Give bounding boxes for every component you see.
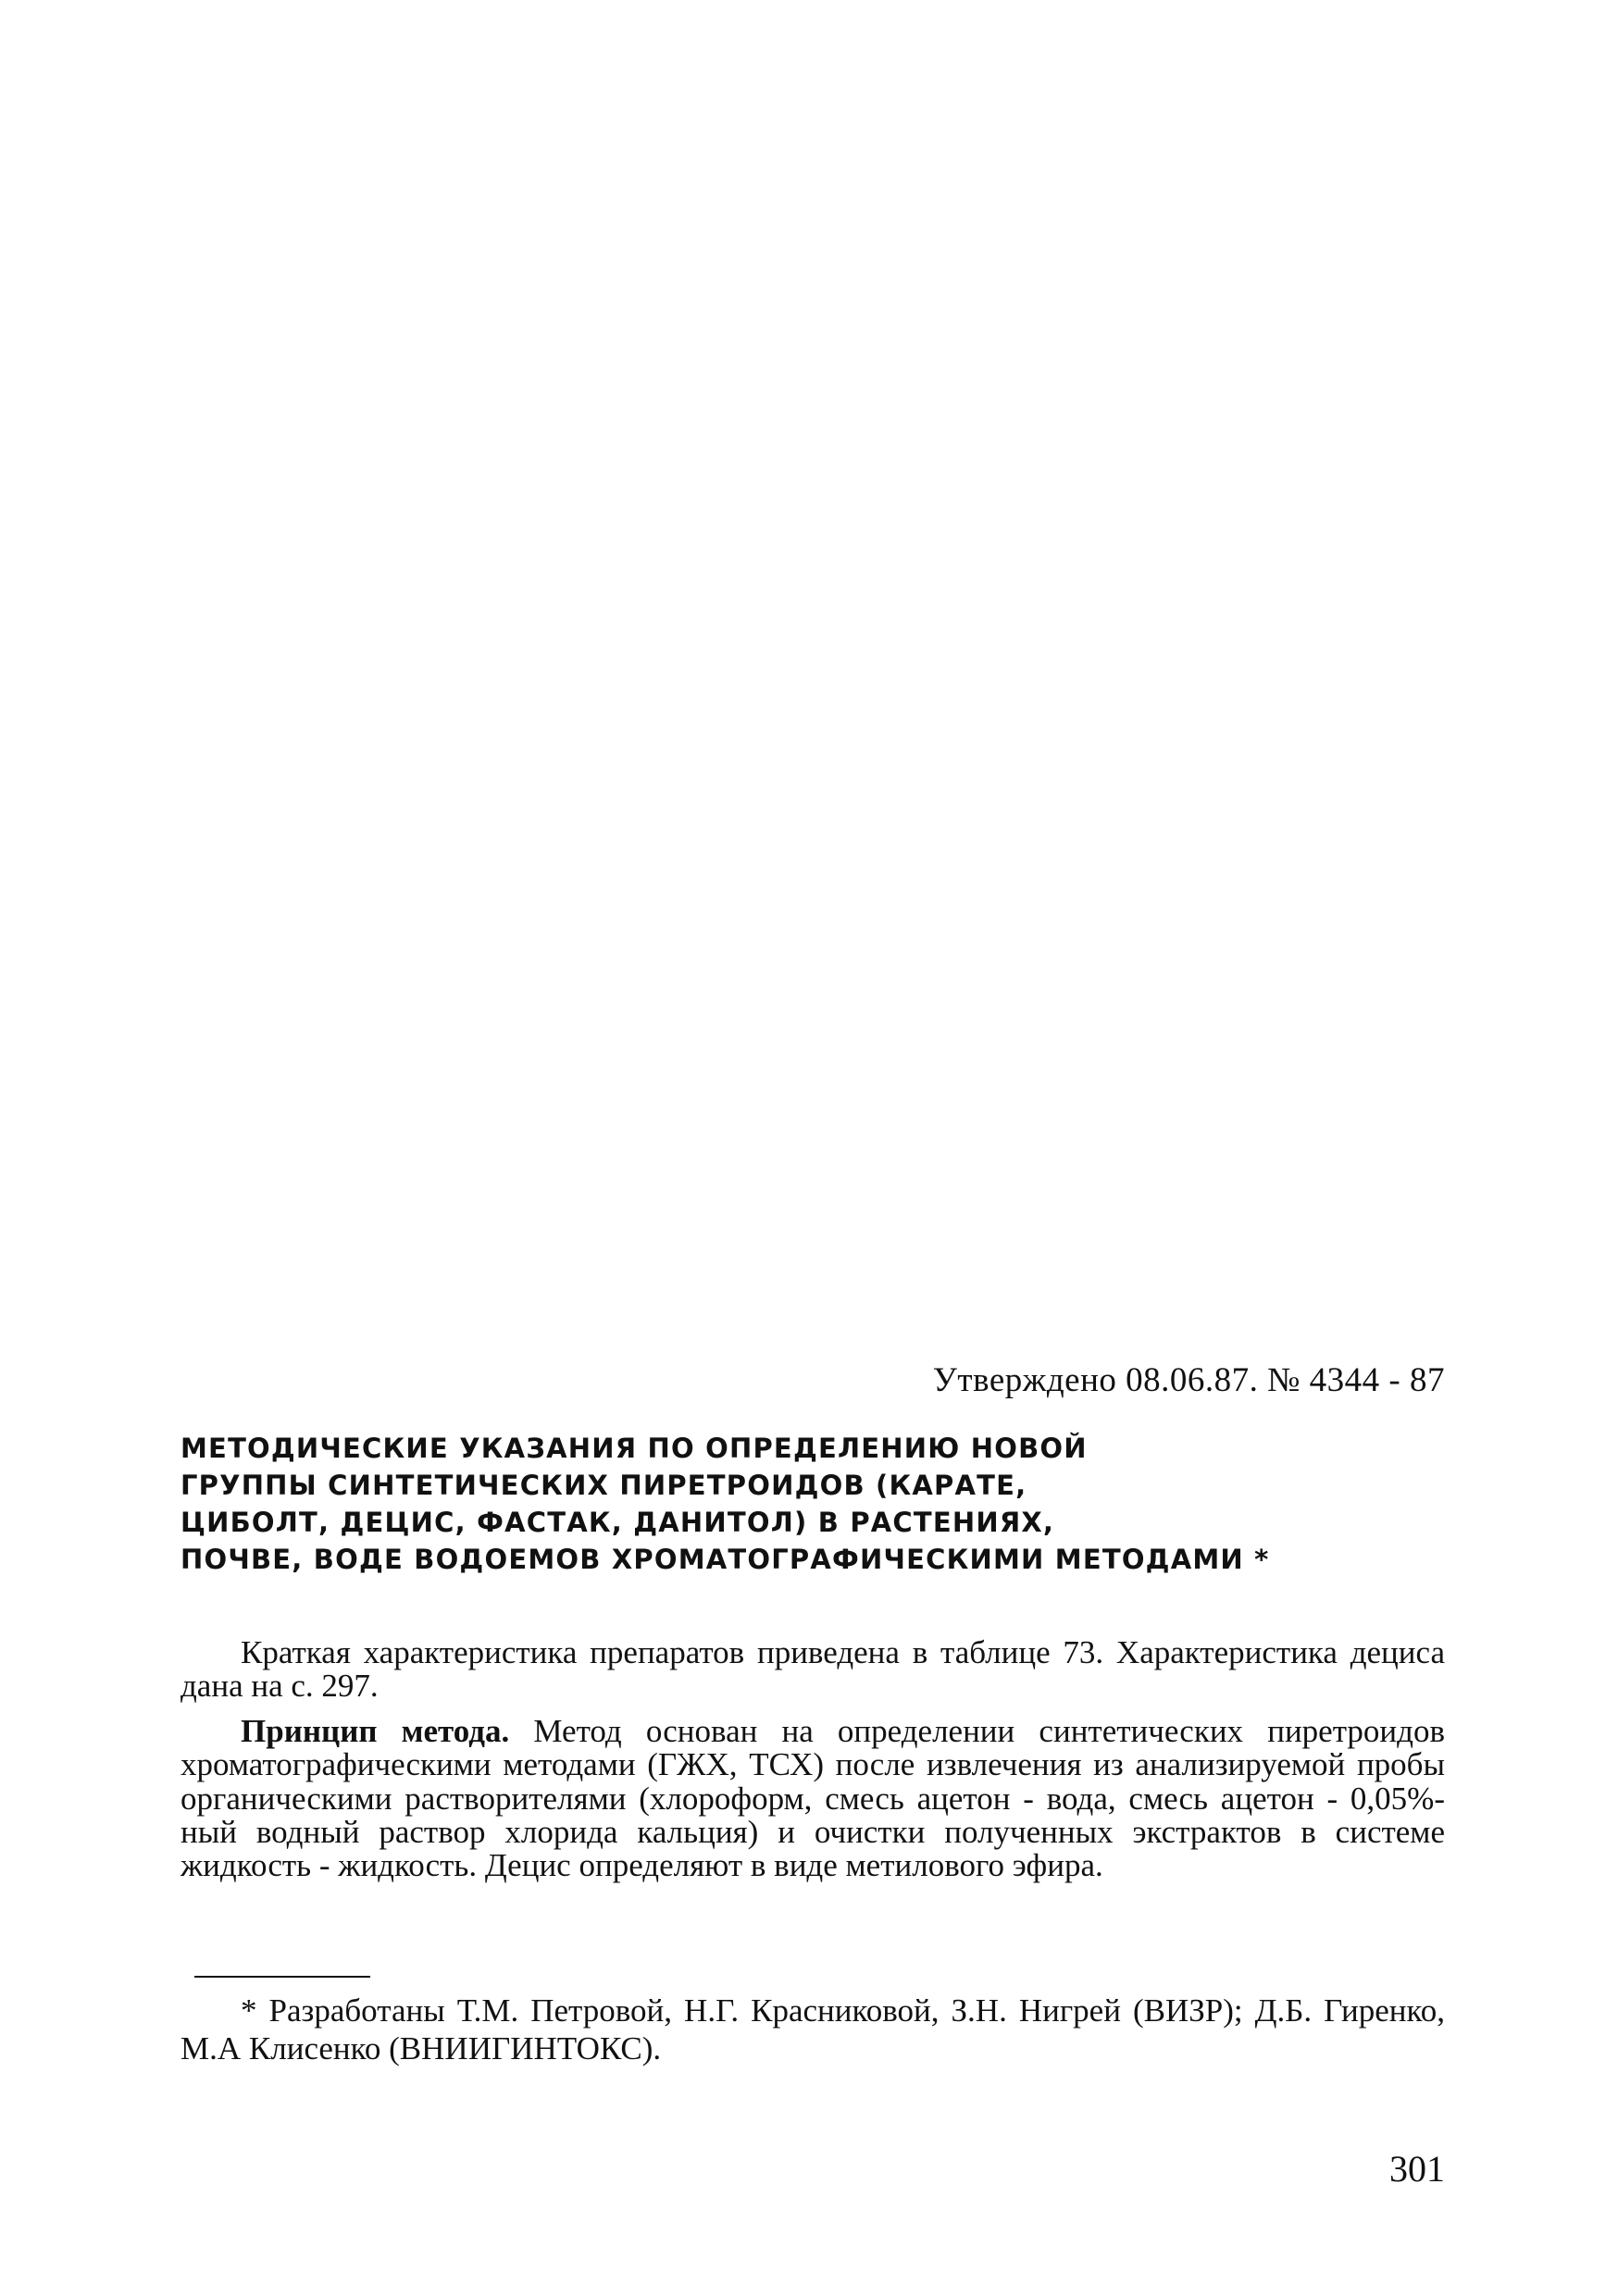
footnote-divider bbox=[194, 1976, 370, 1978]
principle-lead: Принцип метода. bbox=[241, 1712, 510, 1749]
principle-paragraph bbox=[180, 1712, 1445, 1884]
body-text bbox=[180, 1636, 1445, 1894]
title-line-1: МЕТОДИЧЕСКИЕ УКАЗАНИЯ ПО ОПРЕДЕЛЕНИЮ НОВОЙ bbox=[180, 1433, 1088, 1464]
title-line-3: ЦИБОЛТ, ДЕЦИС, ФАСТАК, ДАНИТОЛ) В РАСТЕНИЯХ, bbox=[180, 1507, 1055, 1538]
footnote: * Разработаны Т.М. Петровой, Н.Г. Красниковой, З.Н. Нигрей (ВИЗР); Д.Б. Гиренко, М.А Клисенко (ВНИИГИНТОКС). bbox=[180, 1992, 1445, 2066]
intro-paragraph: Краткая характеристика препаратов приведена в таблице 73. Характеристика дециса дана на с. 297. bbox=[180, 1634, 1445, 1705]
page-number: 301 bbox=[1389, 2148, 1445, 2190]
principle-body: Метод основан на определении синтетических пиретроидов хроматографическими методами (ГЖХ, ТСХ) после извлечения из анализируемой пробы органическими растворителями (хлороформ, смесь ацетон - вода, смесь ацетон - 0,05%-ный водный раствор хлорида кальция) и очистки полученных экстрактов в системе жидкость - жидкость. Децис определяют в виде метилового эфира. bbox=[180, 1712, 1445, 1884]
approval-line: Утверждено 08.06.87. № 4344 - 87 bbox=[932, 1361, 1445, 1399]
title-line-4: ПОЧВЕ, ВОДЕ ВОДОЕМОВ ХРОМАТОГРАФИЧЕСКИМИ МЕТОДАМИ * bbox=[180, 1544, 1270, 1575]
document-title bbox=[180, 1430, 1347, 1578]
title-line-2: ГРУППЫ СИНТЕТИЧЕСКИХ ПИРЕТРОИДОВ (КАРАТЕ, bbox=[180, 1470, 1027, 1501]
